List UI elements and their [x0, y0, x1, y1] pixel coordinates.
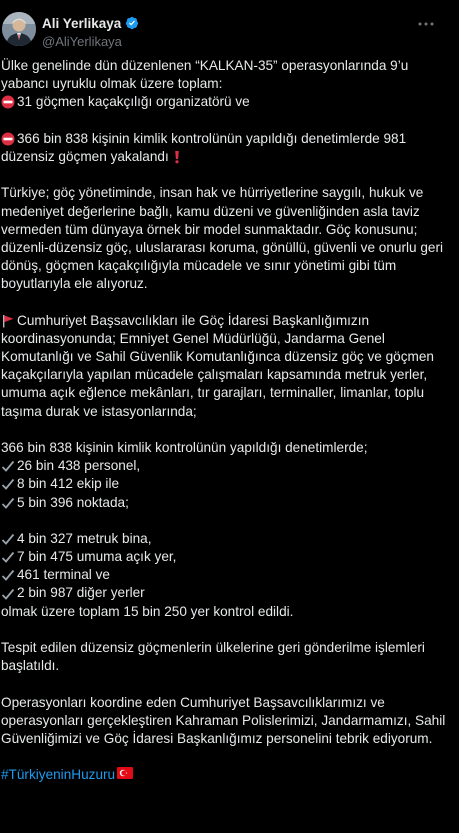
- text-line: taşıma durak ve istasyonlarında;: [1, 403, 197, 419]
- list-item: [1, 475, 446, 493]
- list-item: [1, 566, 446, 584]
- author-name[interactable]: Ali Yerlikaya: [42, 15, 122, 31]
- text-line: Komutanlığı ve Sahil Güvenlik Komutanlığınca düzensiz göç ve göçmen: [1, 349, 434, 364]
- avatar[interactable]: [2, 12, 36, 46]
- author-handle[interactable]: @AliYerlikaya: [42, 34, 122, 49]
- text-line: medeniyet değerlerine bağlı, kamu düzeni ve güvenliğinden asla taviz: [1, 203, 420, 219]
- tweet-text: [1, 57, 446, 785]
- text-line: [1, 312, 446, 330]
- text-line: Operasyonları koordine eden Cumhuriyet Başsavcılıklarımızı ve: [1, 694, 385, 710]
- text-line: operasyonları gerçekleştiren Kahraman Polislerimizi, Jandarmamızı, Sahil: [1, 712, 446, 728]
- turkey-flag-icon: [117, 766, 133, 784]
- verified-badge-icon: [125, 16, 139, 30]
- text-line: yabancı uyruklu olmak üzere toplam:: [1, 76, 223, 92]
- text-line: boyutlarıyla ele alıyoruz.: [1, 276, 148, 292]
- no-entry-icon: [1, 132, 15, 146]
- check-mark-icon: [1, 550, 15, 564]
- check-mark-icon: [1, 477, 15, 491]
- text-span: 366 bin 838 kişinin kimlik kontrolünün yapıldığı denetimlerde 981: [17, 130, 407, 146]
- text-line: vermeden tüm dünyaya örnek bir model sunmaktadır. Göç konusunu;: [1, 221, 418, 237]
- text-span: düzensiz göçmen yakalandı: [1, 148, 169, 164]
- list-item-label: 7 bin 475 umuma açık yer,: [17, 549, 177, 565]
- triangular-red-flag-icon: [1, 314, 15, 328]
- text-line: dönüş, göçmen kaçakçılığıyla mücadele ve sınır yönetimi gibi tüm: [1, 258, 397, 274]
- text-line: Ülke genelinde dün düzenlenen “KALKAN-35” operasyonlarında 9’u: [1, 58, 409, 73]
- text-line: başlatıldı.: [1, 658, 60, 674]
- text-line: 366 bin 838 kişinin kimlik kontrolünün yapıldığı denetimlerde;: [1, 439, 368, 455]
- list-item-label: 2 bin 987 diğer yerler: [17, 585, 145, 601]
- author-names: [42, 15, 139, 49]
- text-line: [1, 93, 446, 111]
- check-mark-icon: [1, 532, 15, 546]
- list-item-label: 5 bin 396 noktada;: [17, 494, 129, 510]
- check-mark-icon: [1, 568, 15, 582]
- text-line: Güvenliğimizi ve Göç İdaresi Başkanlığımız personelini tebrik ediyorum.: [1, 730, 433, 746]
- check-mark-icon: [1, 496, 15, 510]
- text-line: kaçakçılarıyla yapılan mücadele çalışmaları kapsamında metruk yerler,: [1, 367, 428, 383]
- list-item-label: 26 bin 438 personel,: [17, 458, 141, 474]
- list-item: [1, 457, 446, 475]
- list-item-label: 4 bin 327 metruk bina,: [17, 530, 152, 546]
- text-line: olmak üzere toplam 15 bin 250 yer kontrol edildi.: [1, 603, 294, 619]
- text-line: umuma açık eğlence mekânları, tır garajları, terminaller, limanlar, toplu: [1, 385, 425, 401]
- text-line: [1, 148, 446, 166]
- hashtag-line: [1, 766, 446, 784]
- text-line: düzenli-düzensiz göç, uluslararası koruma, gönüllü, güvenli ve onurlu geri: [1, 239, 444, 255]
- list-item: [1, 548, 446, 566]
- text-span: 31 göçmen kaçakçılığı organizatörü ve: [17, 94, 250, 110]
- text-span: Cumhuriyet Başsavcılıkları ile Göç İdaresi Başkanlığımızın: [17, 312, 370, 328]
- text-line: koordinasyonunda; Emniyet Genel Müdürlüğü, Jandarma Genel: [1, 330, 385, 346]
- check-mark-icon: [1, 587, 15, 601]
- text-line: Türkiye; göç yönetiminde, insan hak ve hürriyetlerine saygılı, hukuk ve: [1, 185, 424, 201]
- check-mark-icon: [1, 459, 15, 473]
- text-line: [1, 130, 446, 148]
- text-line: Tespit edilen düzensiz göçmenlerin ülkelerine geri gönderilme işlemleri: [1, 640, 425, 655]
- list-item-label: 461 terminal ve: [17, 567, 110, 583]
- red-exclamation-icon: [173, 150, 181, 164]
- hashtag-link[interactable]: #TürkiyeninHuzuru: [1, 767, 116, 783]
- tweet-header: [1, 11, 446, 57]
- list-item-label: 8 bin 412 ekip ile: [17, 476, 120, 492]
- no-entry-icon: [1, 95, 15, 109]
- more-options-icon[interactable]: [416, 17, 436, 31]
- list-item: [1, 530, 446, 548]
- list-item: [1, 494, 446, 512]
- list-item: [1, 584, 446, 602]
